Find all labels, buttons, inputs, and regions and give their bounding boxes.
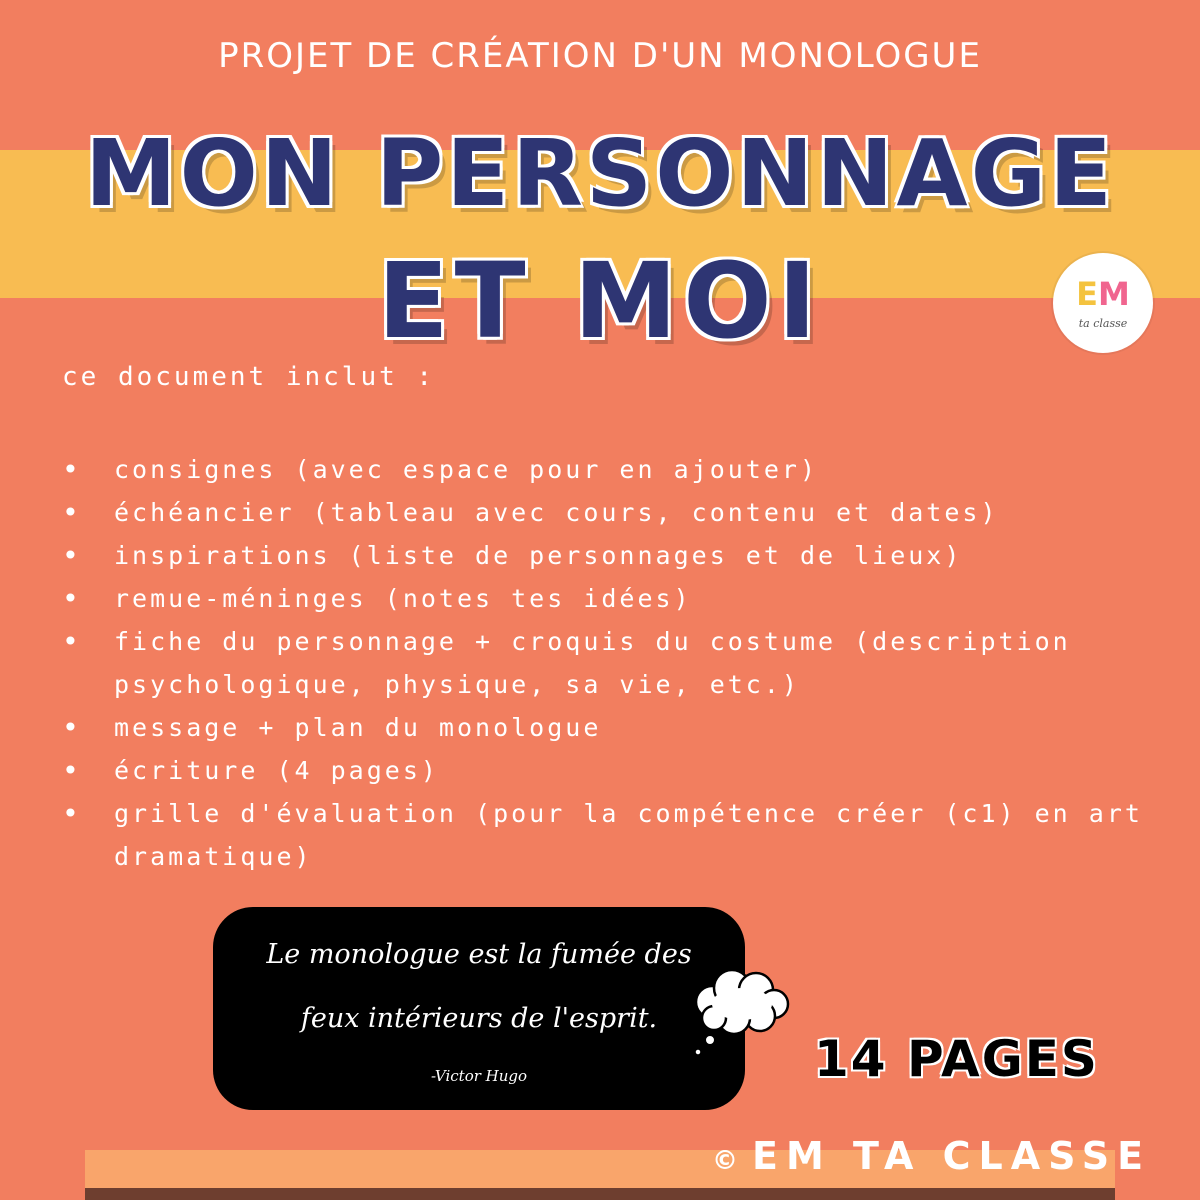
list-item: • fiche du personnage + croquis du costume (description psychologique, physique, sa vie, etc.) (62, 620, 1162, 706)
copyright-icon: © (712, 1146, 738, 1176)
list-item: • consignes (avec espace pour en ajouter) (62, 448, 1162, 491)
contents-list (62, 448, 1162, 878)
brand-name: EM TA CLASSE (752, 1134, 1152, 1178)
list-item: • inspirations (liste de personnages et de lieux) (62, 534, 1162, 577)
logo-letter-e: E (1076, 275, 1098, 313)
list-item: • échéancier (tableau avec cours, contenu et dates) (62, 491, 1162, 534)
quote-author: -Victor Hugo (430, 1067, 528, 1085)
page-count-label: 14 PAGES (814, 1030, 1099, 1088)
quote-line-1: Le monologue est la fumée des (266, 939, 692, 970)
logo-tagline: ta classe (1078, 317, 1128, 330)
copyright-notice (712, 1134, 1151, 1178)
desk-front (85, 1188, 1115, 1200)
list-item: • message + plan du monologue (62, 706, 1162, 749)
logo-letters (1053, 275, 1153, 313)
em-ta-classe-logo (1053, 253, 1153, 353)
thought-cloud-icon (684, 960, 794, 1060)
title-line-1: MON PERSONNAGE (85, 120, 1115, 227)
list-item: • écriture (4 pages) (62, 749, 1162, 792)
title-line-2: ET MOI (377, 240, 823, 362)
project-subtitle: PROJET DE CRÉATION D'UN MONOLOGUE (218, 36, 982, 76)
includes-heading: ce document inclut : (62, 362, 436, 392)
quote-line-2: feux intérieurs de l'esprit. (300, 1003, 658, 1034)
list-item: • grille d'évaluation (pour la compétence créer (c1) en art dramatique) (62, 792, 1162, 878)
quote-box (213, 907, 745, 1110)
logo-letter-m: M (1098, 275, 1130, 313)
list-item: • remue-méninges (notes tes idées) (62, 577, 1162, 620)
